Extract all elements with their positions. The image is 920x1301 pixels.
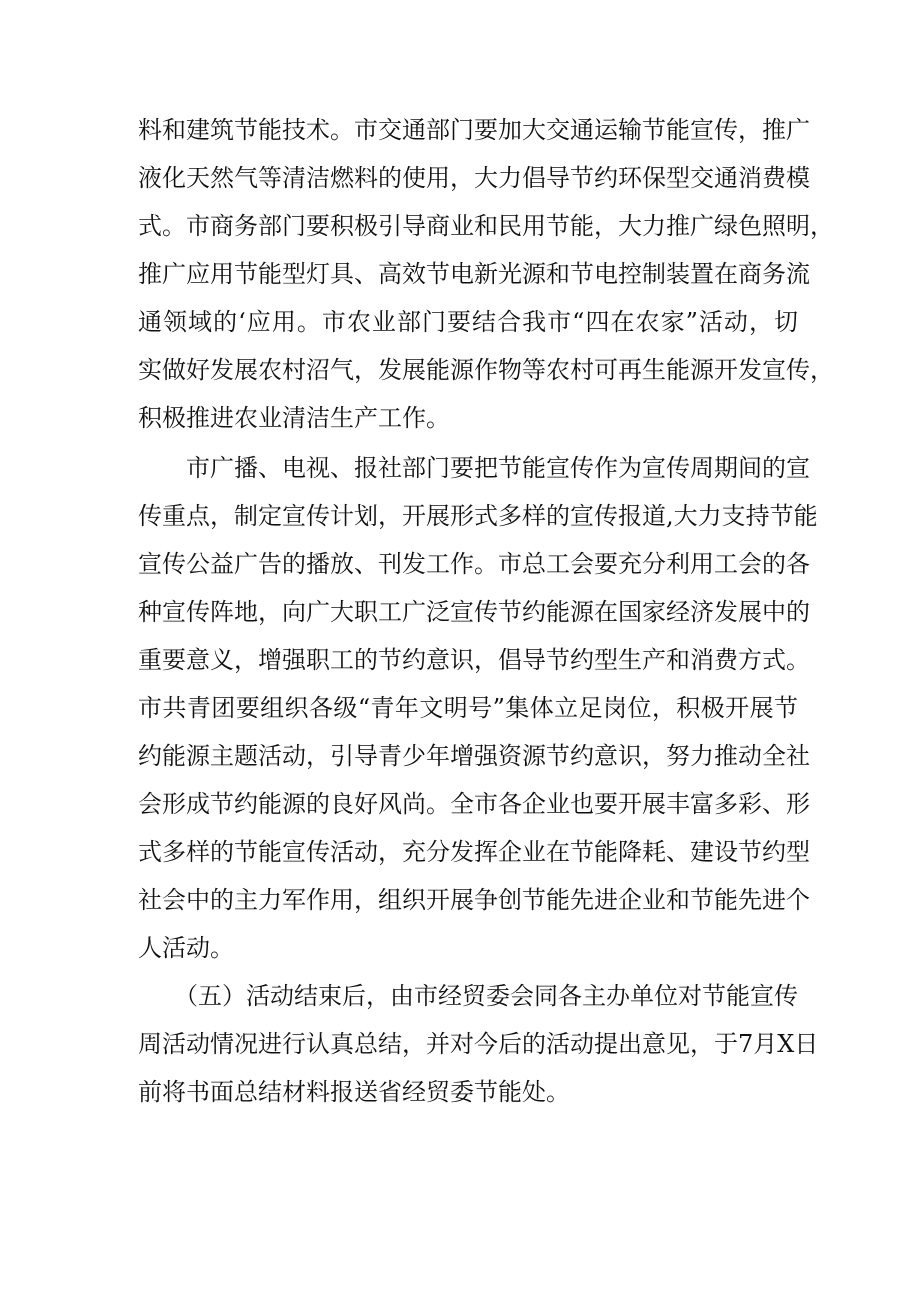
text-line: 会形成节约能源的良好风尚。全市各企业也要开展丰富多彩、形 [138, 790, 810, 818]
text-line: 约能源主题活动，引导青少年增强资源节约意识，努力推动全社 [138, 742, 810, 770]
text-line: 积极推进农业清洁生产工作。 [138, 404, 450, 432]
text-line: 料和建筑节能技术。市交通部门要加大交通运输节能宣传，推广 [138, 116, 810, 144]
text-line: 实做好发展农村沼气，发展能源作物等农村可再生能源开发宣传， [138, 356, 834, 384]
text-line: 式多样的节能宣传活动，充分发挥企业在节能降耗、建设节约型 [138, 838, 810, 866]
text-line: 市广播、电视、报社部门要把节能宣传作为宣传周期间的宣 [138, 454, 810, 482]
text-line: 传重点，制定宣传计划，开展形式多样的宣传报道,大力支持节能 [138, 502, 818, 530]
text-line: 种宣传阵地，向广大职工广泛宣传节约能源在国家经济发展中的 [138, 598, 810, 626]
text-line: 市共青团要组织各级“青年文明号”集体立足岗位，积极开展节 [138, 694, 798, 722]
text-line: 液化天然气等清洁燃料的使用，大力倡导节约环保型交通消费模 [138, 164, 810, 192]
text-line: 人活动。 [138, 934, 234, 962]
text-line: 通领域的‘应用。市农业部门要结合我市“四在农家”活动，切 [138, 308, 798, 336]
text-line: 推广应用节能型灯具、高效节电新光源和节电控制装置在商务流 [138, 260, 810, 288]
paragraph-activity-summary [138, 972, 819, 1116]
text-line: 重要意义，增强职工的节约意识，倡导节约型生产和消费方式。 [138, 646, 810, 674]
text-line: 宣传公益广告的播放、刊发工作。市总工会要充分利用工会的各 [138, 550, 810, 578]
text-line: 周活动情况进行认真总结，并对今后的活动提出意见，于7月X日 [138, 1030, 819, 1058]
text-line: 式。市商务部门要积极引导商业和民用节能，大力推广绿色照明， [138, 212, 834, 240]
paragraph-energy-saving-departments [138, 106, 834, 442]
text-line: 社会中的主力军作用，组织开展争创节能先进企业和节能先进个 [138, 886, 810, 914]
paragraph-media-and-organizations [138, 444, 818, 972]
text-line: （五）活动结束后，由市经贸委会同各主办单位对节能宣传 [138, 982, 798, 1010]
text-line: 前将书面总结材料报送省经贸委节能处。 [138, 1078, 570, 1106]
